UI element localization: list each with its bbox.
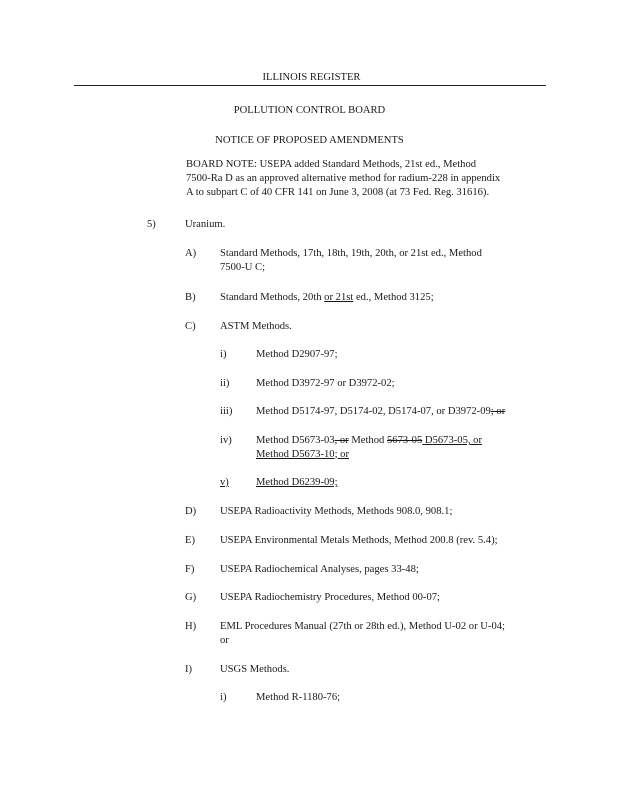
item-c-v-text: Method D6239-09; <box>256 477 338 488</box>
item-i-i-label: i) <box>220 692 227 703</box>
item-c-iv-insertion-b: Method D5673-10 <box>256 449 335 460</box>
item-c-iv-deletion-a: , or <box>334 435 349 446</box>
item-c-iv-line-2: Method D5673-10; or <box>256 449 350 460</box>
item-c-iii-text: Method D5174-97, D5174-02, D5174-07, or D3972-09; or <box>256 406 506 417</box>
item-c-text: ASTM Methods. <box>220 321 292 332</box>
board-note-line-2: 7500-Ra D as an approved alternative method for radium-228 in appendix <box>186 173 501 184</box>
item-c-label: C) <box>185 321 196 332</box>
item-c-ii-label: ii) <box>220 378 230 389</box>
item-c-i-label: i) <box>220 349 227 360</box>
section-number: 5) <box>147 219 156 230</box>
item-c-i-text: Method D2907-97; <box>256 349 338 360</box>
item-f-text: USEPA Radiochemical Analyses, pages 33-48; <box>220 564 419 575</box>
item-d-label: D) <box>185 506 197 517</box>
board-name: POLLUTION CONTROL BOARD <box>233 105 386 116</box>
item-c-iv-insertion-c: or <box>337 449 350 460</box>
item-g-text: USEPA Radiochemistry Procedures, Method 00-07; <box>220 592 441 603</box>
item-c-iv-insertion-a: D5673-05, or <box>422 435 483 446</box>
item-e-label: E) <box>185 535 195 546</box>
item-c-iii-deletion: ; or <box>490 406 506 417</box>
item-h-label: H) <box>185 621 197 632</box>
notice-title: NOTICE OF PROPOSED AMENDMENTS <box>215 135 404 146</box>
item-d-text: USEPA Radioactivity Methods, Methods 908.0, 908.1; <box>220 506 453 517</box>
item-a-label: A) <box>185 248 197 259</box>
item-c-ii-text: Method D3972-97 or D3972-02; <box>256 378 395 389</box>
item-i-text: USGS Methods. <box>220 664 290 675</box>
item-c-iii-label: iii) <box>220 406 233 417</box>
item-c-iv-line-1: Method D5673-03, or Method 5673-05 D5673-05, or <box>256 435 483 446</box>
item-i-label: I) <box>185 664 193 675</box>
board-note-line-3: A to subpart C of 40 CFR 141 on June 3, 2008 (at 73 Fed. Reg. 31616). <box>186 187 490 198</box>
item-b-label: B) <box>185 292 196 303</box>
item-i-i-text: Method R-1180-76; <box>256 692 341 703</box>
board-note-line-1: BOARD NOTE: USEPA added Standard Methods, 21st ed., Method <box>186 159 477 170</box>
item-b-insertion: or 21st <box>324 292 354 303</box>
item-h-line-1: EML Procedures Manual (27th or 28th ed.), Method U-02 or U-04; <box>220 621 505 632</box>
header-rule <box>74 85 546 86</box>
item-e-text: USEPA Environmental Metals Methods, Method 200.8 (rev. 5.4); <box>220 535 498 546</box>
item-h-line-2: or <box>220 635 229 646</box>
item-g-label: G) <box>185 592 197 603</box>
register-title: ILLINOIS REGISTER <box>262 72 361 83</box>
item-c-iv-deletion-b: 5673-05 <box>386 435 423 446</box>
section-title: Uranium. <box>185 219 226 230</box>
item-f-label: F) <box>185 564 195 575</box>
item-a-line-1: Standard Methods, 17th, 18th, 19th, 20th, or 21st ed., Method <box>220 248 482 259</box>
item-c-iv-label: iv) <box>220 435 232 446</box>
item-b-text: Standard Methods, 20th or 21st ed., Method 3125; <box>220 292 434 303</box>
item-c-v-label: v) <box>220 477 229 488</box>
item-a-line-2: 7500-U C; <box>220 262 266 273</box>
